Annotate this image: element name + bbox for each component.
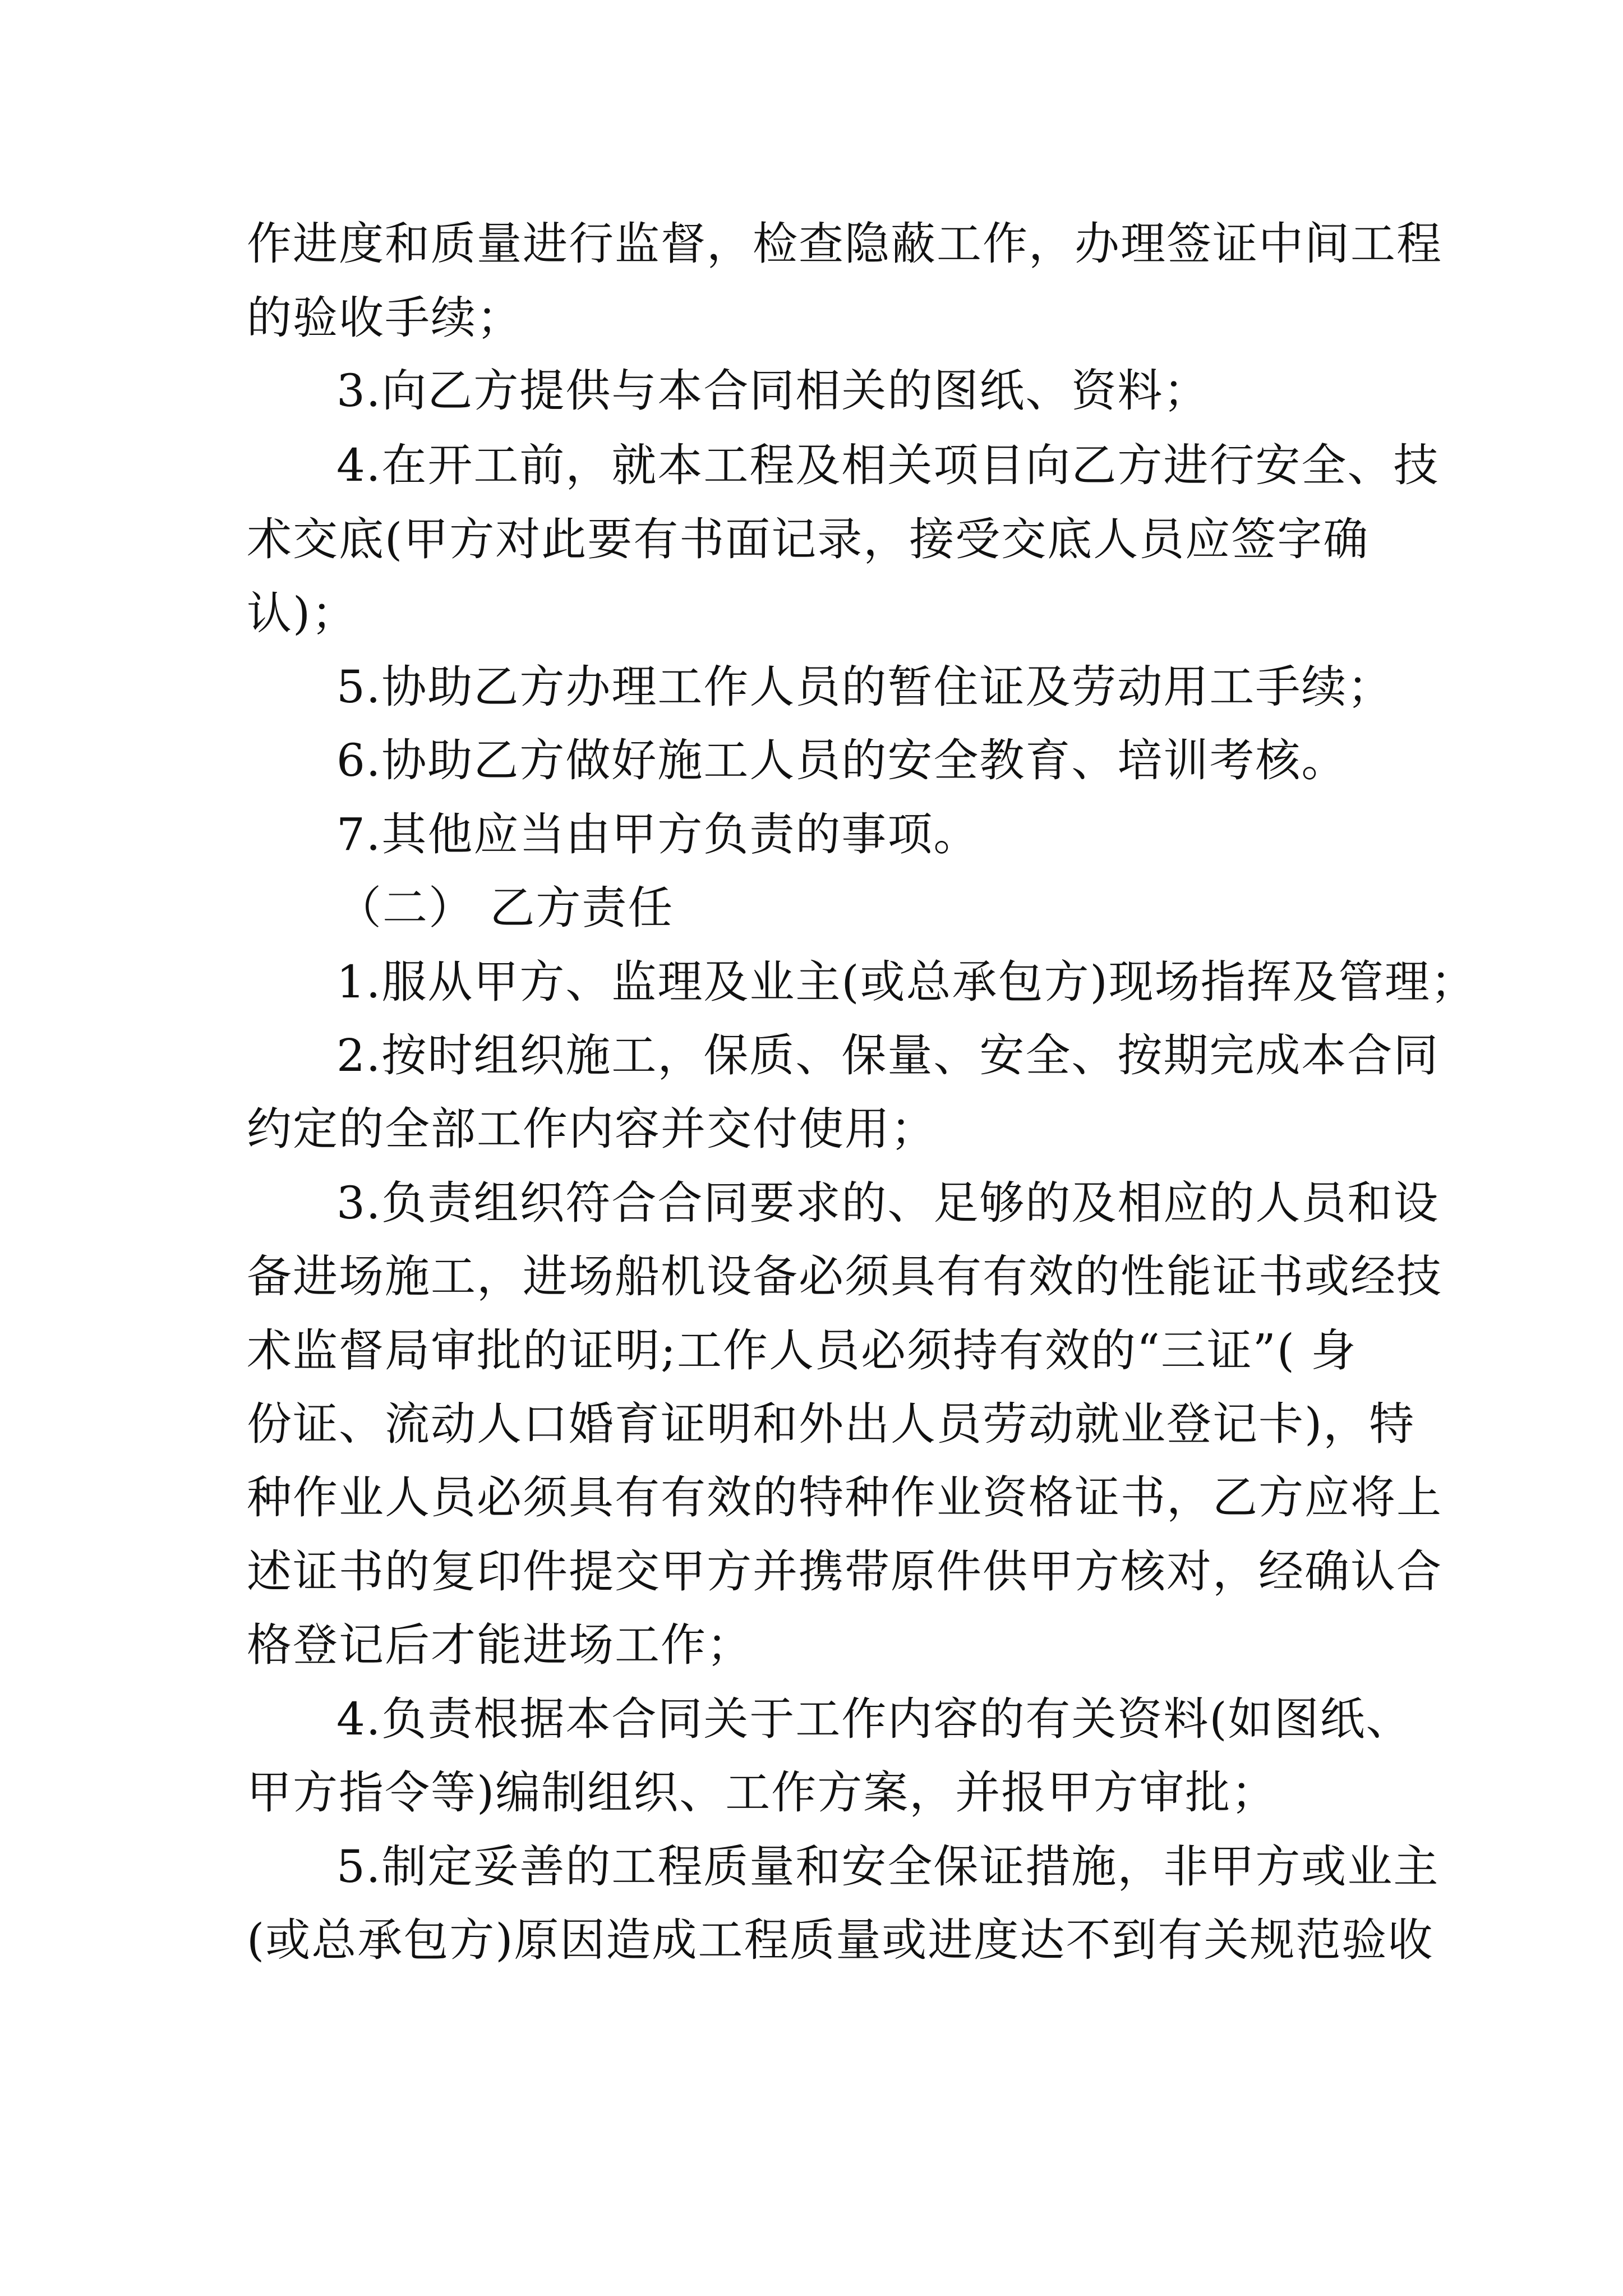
text-line: 述证书的复印件提交甲方并携带原件供甲方核对，经确认合	[247, 1545, 1442, 1598]
list-item: 5.协助乙方办理工作人员的暂住证及劳动用工手续；	[336, 661, 1394, 713]
text-line: 甲方指令等)编制组织、工作方案，并报甲方审批；	[247, 1766, 1278, 1819]
list-item: 6.协助乙方做好施工人员的安全教育、培训考核。	[336, 734, 1348, 786]
text-line: 的验收手续；	[247, 292, 523, 344]
list-item: 1.服从甲方、监理及业主(或总承包方)现场指挥及管理；	[336, 956, 1477, 1008]
list-item: 2.按时组织施工，保质、保量、安全、按期完成本合同	[336, 1029, 1440, 1082]
text-line: 认)；	[247, 587, 358, 639]
list-item: 3.向乙方提供与本合同相关的图纸、资料；	[336, 365, 1210, 417]
text-line: 格登记后才能进场工作；	[247, 1619, 753, 1671]
text-line: 术监督局审批的证明;工作人员必须持有效的“三证”( 身	[247, 1324, 1357, 1377]
text-line: 种作业人员必须具有有效的特种作业资格证书，乙方应将上	[247, 1471, 1442, 1524]
text-line: 约定的全部工作内容并交付使用；	[247, 1103, 937, 1155]
text-line: 作进度和质量进行监督，检查隐蔽工作，办理签证中间工程	[247, 218, 1442, 270]
list-item: 3.负责组织符合合同要求的、足够的及相应的人员和设	[336, 1177, 1440, 1229]
text-line: (或总承包方)原因造成工程质量或进度达不到有关规范验收	[247, 1914, 1434, 1966]
list-item: 7.其他应当由甲方负责的事项。	[336, 808, 980, 861]
text-line: 份证、流动人口婚育证明和外出人员劳动就业登记卡)，特	[247, 1398, 1415, 1450]
list-item: 4.负责根据本合同关于工作内容的有关资料(如图纸、	[336, 1693, 1412, 1745]
section-heading: （二） 乙方责任	[336, 882, 674, 934]
list-item: 5.制定妥善的工程质量和安全保证措施，非甲方或业主	[336, 1841, 1440, 1893]
text-line: 备进场施工，进场船机设备必须具有有效的性能证书或经技	[247, 1250, 1442, 1303]
list-item: 4.在开工前，就本工程及相关项目向乙方进行安全、技	[336, 439, 1440, 491]
text-line: 术交底(甲方对此要有书面记录，接受交底人员应签字确	[247, 513, 1370, 565]
